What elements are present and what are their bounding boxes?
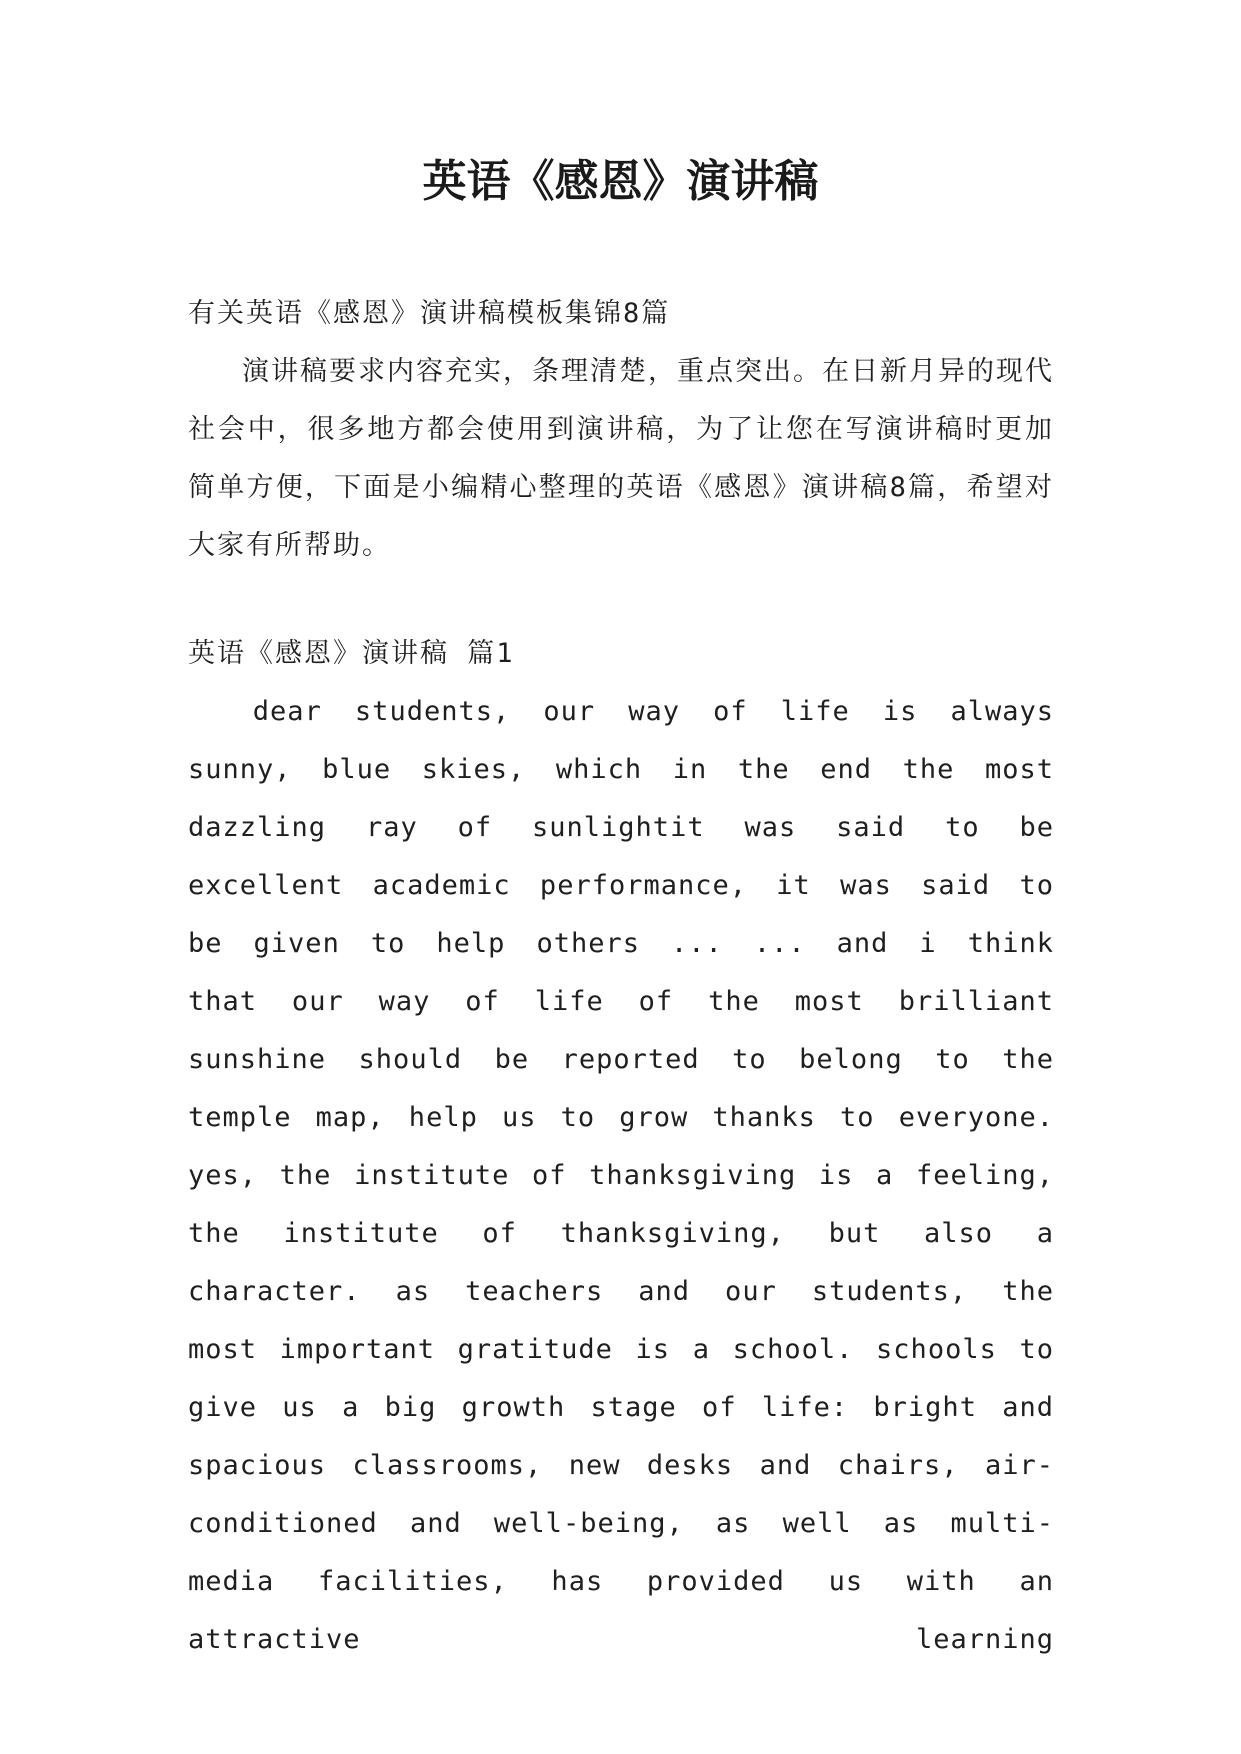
document-title: 英语《感恩》演讲稿	[422, 156, 819, 207]
section-body: dear students, our way of life is always sunny, blue skies, which in the end the most dazzling ray of sunlightit was said to be excellent academic performance, it was said to be given to help others ... ... and i think that our way of life of the most brilliant sunshine should be reported to belong to the temple map, help us to grow thanks to everyone. yes, the institute of thanksgiving is a feeling, the institute of thanksgiving, but also a character. as teachers and our students, the most important gratitude is a school. schools to give us a big growth stage of life: bright and spacious classrooms, new desks and chairs, air-conditioned and well-being, as well as multi-media facilities, has provided us with an attractive learning	[188, 696, 1054, 1655]
document-content	[188, 285, 1054, 1669]
intro-paragraph: 演讲稿要求内容充实，条理清楚，重点突出。在日新月异的现代社会中，很多地方都会使用到演讲稿，为了让您在写演讲稿时更加简单方便，下面是小编精心整理的英语《感恩》演讲稿8篇，希望对大家有所帮助。	[188, 356, 1054, 561]
section-heading: 英语《感恩》演讲稿 篇1	[188, 638, 515, 669]
document-subtitle: 有关英语《感恩》演讲稿模板集锦8篇	[188, 298, 671, 329]
